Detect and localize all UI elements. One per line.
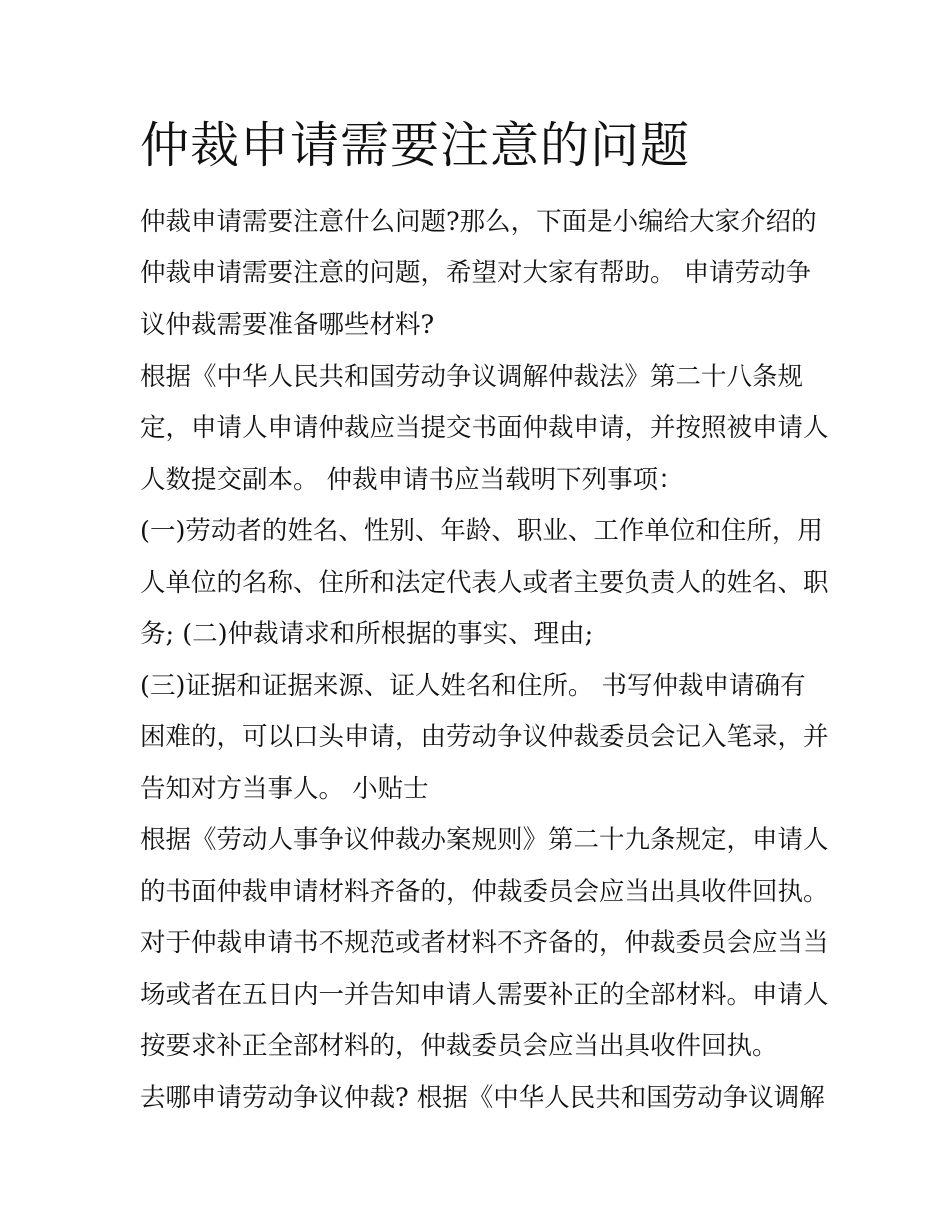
body-line-18: 去哪申请劳动争议仲裁? 根据《中华人民共和国劳动争议调解 [140,1083,825,1113]
body-line-6: 人数提交副本。 仲裁申请书应当载明下列事项： [140,465,684,495]
body-line-13: 根据《劳动人事争议仲裁办案规则》第二十九条规定，申请人 [140,825,829,855]
body-line-15: 对于仲裁申请书不规范或者材料不齐备的，仲裁委员会应当当 [140,928,829,958]
body-line-1: 仲裁申请需要注意什么问题?那么，下面是小编给大家介绍的 [140,207,817,237]
body-line-3: 议仲裁需要准备哪些材料? [140,310,435,340]
body-line-12: 告知对方当事人。 小贴士 [140,774,429,804]
body-line-4: 根据《中华人民共和国劳动争议调解仲裁法》第二十八条规 [140,362,804,392]
body-line-5: 定，申请人申请仲裁应当提交书面仲裁申请，并按照被申请人 [140,413,829,443]
body-line-11: 困难的，可以口头申请，由劳动争议仲裁委员会记入笔录，并 [140,722,829,752]
body-line-2: 仲裁申请需要注意的问题，希望对大家有帮助。 申请劳动争 [140,258,812,288]
page-title: 仲裁申请需要注意的问题 [140,117,691,174]
body-line-9: 务; (二)仲裁请求和所根据的事实、理由; [140,619,594,649]
body-line-17: 按要求补正全部材料的，仲裁委员会应当出具收件回执。 [140,1031,778,1061]
body-line-7: (一)劳动者的姓名、性别、年龄、职业、工作单位和住所，用 [140,516,823,546]
body-line-14: 的书面仲裁申请材料齐备的，仲裁委员会应当出具收件回执。 [140,877,829,907]
body-line-10: (三)证据和证据来源、证人姓名和住所。 书写仲裁申请确有 [140,671,806,701]
body-line-8: 人单位的名称、住所和法定代表人或者主要负责人的姓名、职 [140,568,829,598]
body-line-16: 场或者在五日内一并告知申请人需要补正的全部材料。申请人 [140,980,829,1010]
